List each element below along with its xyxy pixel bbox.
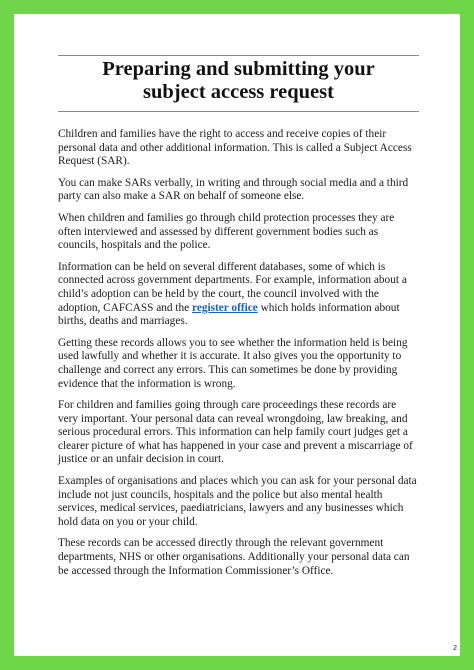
document-page [14,14,460,656]
paragraph-databases-text-end: which holds information about births, deaths and marriages. [58,301,400,328]
paragraph-how-to-make-sar: You can make SARs verbally, in writing and through social media and a third party can also make a SAR on behalf of someone else. [58,176,409,203]
register-office-link[interactable]: register office [192,301,258,314]
page-title-line-2: subject access request [143,81,334,103]
page-title-line-1: Preparing and submitting your [102,58,375,80]
paragraph-care-proceedings: For children and families going through care proceedings these records are very important. Your personal data can reveal wrongdoing, law breaking, and serious procedural errors. This information can help family court judges get a clearer picture of what has happened in your case and prevent a miscarriage of justice or an unfair decision in court. [58,399,413,466]
paragraph-organisations: Examples of organisations and places which you can ask for your personal data include not just councils, hospitals and the police but also mental health services, medical services, paediatricians, lawyers and any businesses which hold data on you or your child. [58,475,417,528]
paragraph-sar-right: Children and families have the right to access and receive copies of their personal data and other additional information. This is called a Subject Access Request (SAR). [58,128,412,168]
paragraph-records-lawful: Getting these records allows you to see whether the information held is being used lawfully and whether it is accurate. It also gives you the opportunity to challenge and correct any errors. This can sometimes be done by providing evidence that the information is wrong. [58,336,408,390]
paragraph-child-protection: When children and families go through child protection processes they are often interviewed and assessed by different government bodies such as councils, hospitals and the police. [58,211,395,252]
paragraph-access-routes: These records can be accessed directly through the relevant government departments, NHS or other organisations. Additionally your personal data can be accessed through the Information Commissioner’s Office. [58,537,410,577]
title-bottom-rule [58,111,419,112]
body-text [58,128,419,586]
page-number: 2 [453,645,457,652]
title-block [58,55,419,112]
page-title [58,56,419,111]
paragraph-databases [58,261,419,329]
paragraph-databases-text-start: Information can be held on several different databases, some of which is connected across government departments. For example, information about a child’s adoption can be held by the court, the council involved with the adoption, CAFCASS and the [58,260,407,314]
